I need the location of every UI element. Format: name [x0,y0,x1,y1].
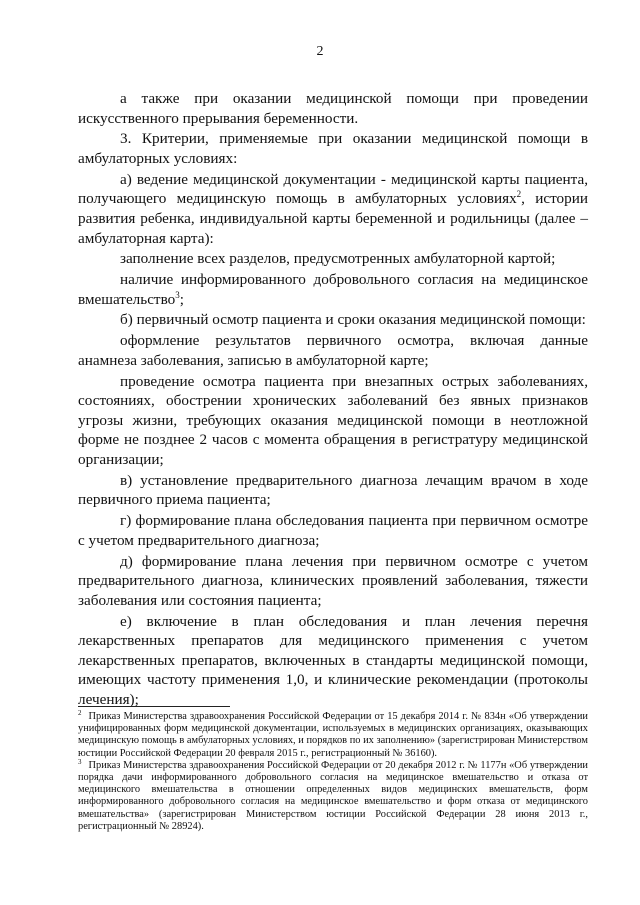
paragraph-abortion: а также при оказании медицинской помощи при проведении искусственного прерывания беременности. [78,90,588,127]
paragraph-primary-exam: б) первичный осмотр пациента и сроки оказания медицинской помощи: [120,311,586,329]
paragraph-drug-inclusion: е) включение в план обследования и план лечения перечня лекарственных препаратов для медицинского применения с учетом лекарственных препаратов, включенных в стандарты медицинской помощи, имеющих частоту применения 1,0, и клинические рекомендации (протоколы лечения); [78,612,588,708]
footnote-ref-3: 3 [175,289,180,300]
paragraph-criteria-outpatient: 3. Критерии, применяемые при оказании медицинской помощи в амбулаторных условиях: [78,130,588,167]
footnote-3: $^3$ Приказ Министерства здравоохранения Российской Федерации от 20 декабря 2012 г. № 1177н «Об утверждении порядка дачи информированного добровольного согласия на медицинское вмешательство и отказа от медицинского вмешательства в отношении определенных видов медицинских вмешательств, форм информированного добровольного согласия на медицинское вмешательство и форм отказа от медицинского вмешательства» (зарегистрирован Министерством юстиции Российской Федерации 28 июня 2013 г., регистрационный № 28924). [78,757,588,832]
paragraph-examination-plan: г) формирование плана обследования пациента при первичном осмотре с учетом предварительного диагноза; [78,512,588,549]
paragraph-urgent-exam: проведение осмотра пациента при внезапных острых заболеваниях, состояниях, обострении хронических заболеваний без явных признаков угрозы жизни, требующих оказания медицинской помощи в неотложной форме не позднее 2 часов с момента обращения в регистратуру медицинской организации; [78,372,588,468]
footnotes [78,711,588,833]
paragraph-medical-records: а) ведение медицинской документации - медицинской карты пациента, получающего медицинскую помощь в амбулаторных условиях$^2$, истории развития ребенка, индивидуальной карты беременной и родильницы (далее – амбулаторная карта): [78,170,589,247]
paragraph-informed-consent: наличие информированного добровольного согласия на медицинское вмешательство$^3$; [78,271,588,308]
paragraph-all-sections: заполнение всех разделов, предусмотренных амбулаторной картой; [120,250,556,268]
page-number: 2 [316,44,324,59]
footnote-mark: 2 [78,709,82,717]
paragraph-treatment-plan: д) формирование плана лечения при первичном осмотре с учетом предварительного диагноза, клинических проявлений заболевания, тяжести заболевания или состояния пациента; [78,552,588,609]
footnote-2: $^2$ Приказ Министерства здравоохранения Российской Федерации от 15 декабря 2014 г. № 834н «Об утверждении унифицированных форм медицинской документации, используемых в медицинских организациях, оказывающих медицинскую помощь в амбулаторных условиях, и порядков по их заполнению» (зарегистрирован Министерством юстиции Российской Федерации 20 февраля 2015 г., регистрационный № 36160). [78,709,588,759]
document-body [78,89,588,709]
footnote-mark: 3 [78,757,82,766]
paragraph-preliminary-diagnosis: в) установление предварительного диагноза лечащим врачом в ходе первичного приема пациента; [78,471,588,509]
footnote-ref-2: 2 [516,189,522,200]
footnote-separator [78,706,230,707]
paragraph-exam-results: оформление результатов первичного осмотра, включая данные анамнеза заболевания, записью в амбулаторной карте; [78,332,588,369]
